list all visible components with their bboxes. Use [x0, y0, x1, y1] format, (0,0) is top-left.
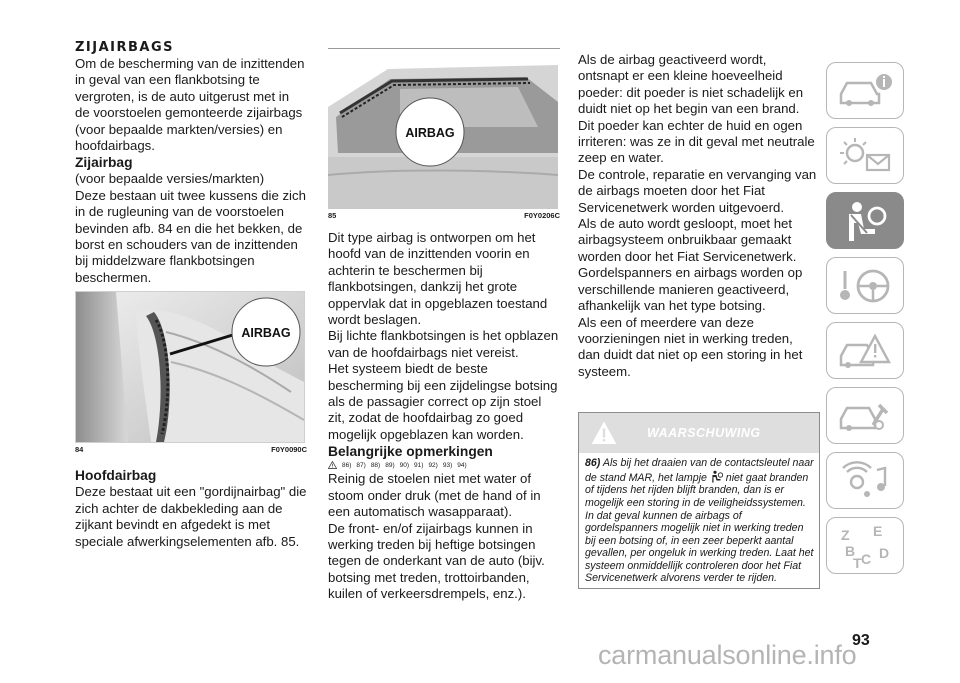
- warning-header: [579, 413, 819, 453]
- warning-body: [579, 453, 819, 588]
- safety-airbag-icon: [835, 199, 895, 243]
- maintenance-icon: [835, 395, 895, 437]
- figure-top-rule: [328, 48, 560, 49]
- multimedia-icon: [835, 460, 895, 502]
- warning-number: 86): [585, 457, 601, 470]
- tab-index[interactable]: [826, 517, 904, 574]
- figure-85-code: F0Y0206C: [524, 211, 560, 220]
- paragraph-powder: Als de airbag geactiveerd wordt, ontsnapt er een kleine hoeveelheid poeder: dit poeder is niet schadelijk en duidt niet op het begin van een brand. Dit poeder kan echter de huid en ogen irriteren: was ze in dit geval met neutrale zeep en water.: [578, 52, 815, 166]
- index-letter-e: E: [873, 523, 883, 539]
- side-airbag-note: (voor bepaalde versies/markten): [75, 171, 265, 187]
- tab-warning-lights[interactable]: [826, 127, 904, 184]
- ref-86[interactable]: 86): [342, 461, 352, 469]
- ref-94[interactable]: 94): [457, 461, 467, 469]
- paragraph-activation: Gordelspanners en airbags worden op verschillende manieren geactiveerd, afhankelijk van het type botsing.: [578, 265, 803, 314]
- airbag-warning-lamp-icon: [710, 470, 723, 483]
- warning-title: WAARSCHUWING: [647, 426, 761, 441]
- ref-87[interactable]: 87): [356, 461, 366, 469]
- notes-heading: Belangrijke opmerkingen: [328, 444, 493, 460]
- chapter-sidebar: [826, 62, 910, 582]
- tab-car-info[interactable]: [826, 62, 904, 119]
- figure-84-caption: [75, 445, 307, 454]
- figure-84-number: 84: [75, 445, 84, 455]
- paragraph-scrapping: Als de auto wordt gesloopt, moet het airbagsysteem onbruikbaar gemaakt worden door het Fiat Servicenetwerk.: [578, 216, 797, 264]
- warning-text-a: Als bij het draaien van de contactsleutel naar de stand MAR, het lampje: [585, 457, 814, 484]
- figure-84: [75, 291, 305, 443]
- ref-89[interactable]: 89): [385, 461, 395, 469]
- fig85-label: AIRBAG: [405, 126, 455, 140]
- ref-91[interactable]: 91): [414, 461, 424, 469]
- warning-lights-icon: [835, 135, 895, 177]
- paragraph-service: De controle, reparatie en vervanging van de airbags moeten door het Fiat Servicenetwerk worden uitgevoerd.: [578, 166, 817, 215]
- column-1: [75, 40, 307, 550]
- ref-90[interactable]: 90): [399, 461, 410, 469]
- index-letter-c: C: [861, 550, 872, 567]
- column-2: [328, 48, 560, 603]
- head-airbag-paragraph: Deze bestaat uit een "gordijnairbag" die zich achter de dakbekleding aan de zijkant bevindt en afgedekt is met speciale afwerkingselementen afb. 85.: [75, 484, 307, 549]
- fig84-label: AIRBAG: [241, 326, 291, 341]
- warning-text-b: niet gaat branden of tijdens het rijden blijft branden, dan is er mogelijk een storing in de veiligheidssystemen. In dat geval kunnen de airbags of gordelspanners mogelijk niet in werking treden bij een botsing of, in een zeer beperkt aantal gevallen, per ongeluk in werking treden. Laat het systeem onmiddellijk controleren door het Fiat Servicenetwerk alvorens verder te rijden.: [585, 471, 814, 585]
- tab-maintenance[interactable]: [826, 387, 904, 444]
- tab-emergency[interactable]: [826, 322, 904, 379]
- index-letter-t: T: [853, 554, 862, 568]
- watermark: carmanualsonline.info: [598, 640, 857, 670]
- ref-92[interactable]: 92): [428, 461, 438, 469]
- section-heading: ZIJAIRBAGS: [75, 40, 175, 55]
- warning-triangle-icon: [328, 461, 337, 469]
- intro-paragraph: Om de bescherming van de inzittenden in geval van een flankbotsing te vergroten, is de auto uitgerust met in de voorstoelen gemonteerde zijairbags (voor bepaalde markten/versies) en hoofdairbags.: [75, 56, 305, 154]
- ref-88[interactable]: 88): [370, 461, 381, 469]
- car-head-airbag-illustration: [328, 57, 558, 209]
- side-airbag-paragraph: Deze bestaan uit twee kussens die zich in de rugleuning van de voorstoelen bevinden afb. 84 en die het bekken, de borst en schouders van de inzittenden bij middelzware flankbotsingen beschermen.: [75, 187, 306, 285]
- paragraph-cleaning: Reinig de stoelen niet met water of stoom onder druk (met de hand of in een automatisch wasapparaat).: [328, 471, 541, 520]
- index-icon: [835, 524, 895, 568]
- figure-84-code: F0Y0090C: [271, 445, 307, 455]
- tab-safety[interactable]: [826, 192, 904, 249]
- index-letter-d: D: [879, 544, 890, 561]
- warning-box: [578, 412, 820, 589]
- index-letter-b: B: [845, 542, 856, 559]
- warning-triangle-icon: [591, 421, 617, 445]
- seat-airbag-illustration: [76, 292, 304, 442]
- emergency-icon: [835, 330, 895, 372]
- column-3: [578, 52, 818, 589]
- page-number: 93: [852, 632, 870, 649]
- figure-85: [328, 57, 558, 209]
- warning-references: [328, 461, 560, 469]
- subheading-head-airbag: Hoofdairbag: [75, 468, 157, 484]
- tab-multimedia[interactable]: [826, 452, 904, 509]
- tab-starting-driving[interactable]: [826, 257, 904, 314]
- paragraph-underbody: De front- en/of zijairbags kunnen in werking treden bij heftige botsingen tegen de onderkant van de auto (bijv. botsing met treden, trottoirbanden, kuilen of verkeersdrempels, enz.).: [328, 520, 545, 602]
- ref-93[interactable]: 93): [442, 461, 453, 469]
- paragraph-no-fault: Als een of meerdere van deze voorzieningen niet in werking treden, dan duidt dat niet op een storing in het systeem.: [578, 314, 803, 379]
- paragraph-light-collisions: Bij lichte flankbotsingen is het opblazen van de hoofdairbags niet vereist.: [328, 328, 559, 360]
- paragraph-design: Dit type airbag is ontworpen om het hoofd van de inzittenden voorin en achterin te beschermen bij flankbotsingen, dankzij het grote oppervlak dat in opgeblazen toestand wordt beslagen.: [328, 230, 548, 328]
- car-info-icon: [835, 70, 895, 112]
- figure-85-caption: [328, 211, 560, 220]
- index-letter-z: Z: [841, 526, 850, 543]
- figure-85-number: 85: [328, 211, 337, 220]
- subheading-side-airbag: Zijairbag: [75, 155, 133, 171]
- paragraph-best-protection: Het systeem biedt de beste bescherming bij een zijdelingse botsing als de passagier correct op zijn stoel zit, zodat de hoofdairbag zo goed mogelijk opgeblazen kan worden.: [328, 361, 558, 442]
- starting-driving-icon: [835, 265, 895, 307]
